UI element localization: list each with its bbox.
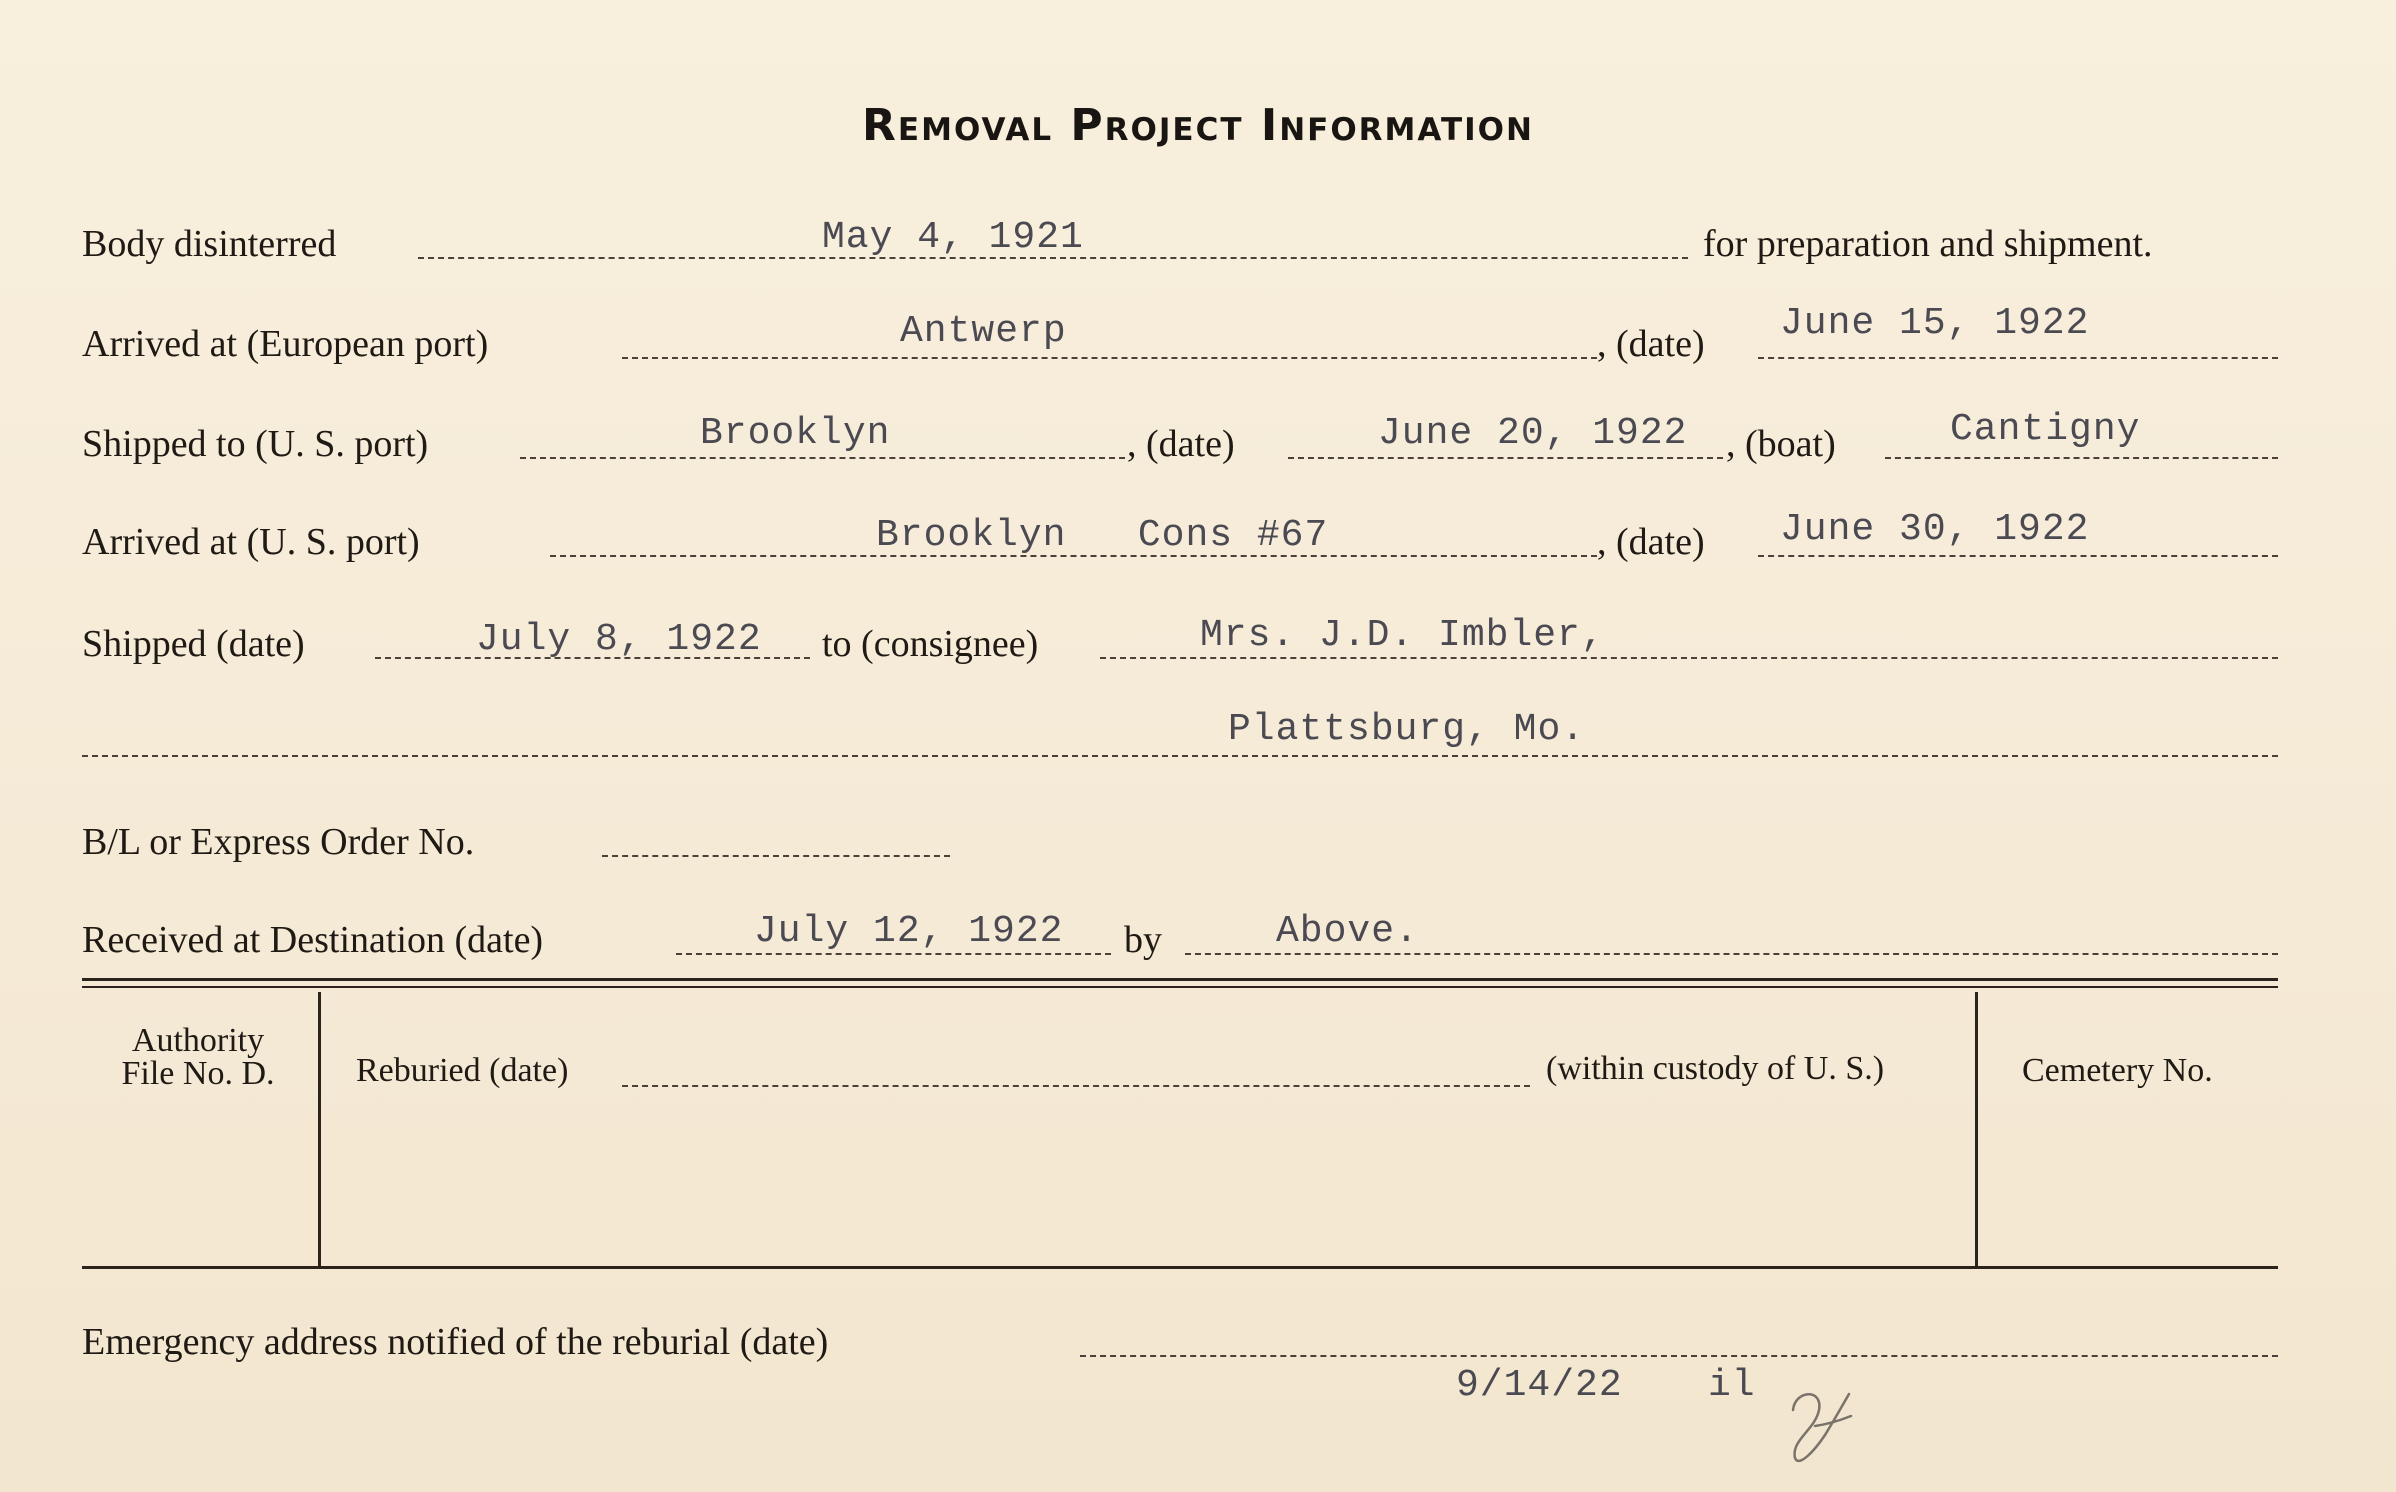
value-boat: Cantigny xyxy=(1950,408,2141,451)
label-date: , (date) xyxy=(1597,323,1705,365)
label-date: , (date) xyxy=(1127,423,1235,465)
value-european-date: June 15, 1922 xyxy=(1780,302,2090,345)
value-received-by: Above. xyxy=(1276,910,1419,953)
label-arrived-us: Arrived at (U. S. port) xyxy=(82,521,420,563)
field-line xyxy=(676,953,1111,955)
field-line xyxy=(1100,657,2278,659)
label-authority: Authority xyxy=(131,1022,265,1059)
label-boat: , (boat) xyxy=(1726,423,1836,465)
value-european-port: Antwerp xyxy=(900,310,1067,353)
field-line xyxy=(82,755,2278,757)
double-rule-bottom xyxy=(82,986,2278,988)
field-line xyxy=(1080,1355,2278,1357)
value-emergency-initials: il xyxy=(1708,1364,1756,1407)
label-by: by xyxy=(1124,919,1162,961)
field-line xyxy=(1758,555,2278,557)
value-consignee-address: Plattsburg, Mo. xyxy=(1228,708,1586,751)
vertical-divider-left xyxy=(318,992,321,1266)
label-to-consignee: to (consignee) xyxy=(822,623,1039,665)
field-line xyxy=(1185,953,2278,955)
handwritten-initial-mark xyxy=(1785,1380,1855,1470)
field-line xyxy=(1758,357,2278,359)
card-title: Removal Project Information xyxy=(862,100,1534,151)
field-line xyxy=(520,457,1125,459)
label-reburied: Reburied (date) xyxy=(356,1052,569,1089)
vertical-divider-right xyxy=(1975,992,1978,1266)
value-shipped-out-date: July 8, 1922 xyxy=(476,618,762,661)
value-emergency-date: 9/14/22 xyxy=(1456,1364,1623,1407)
label-arrived-european: Arrived at (European port) xyxy=(82,323,489,365)
label-file-no: File No. D. xyxy=(121,1055,275,1092)
label-cemetery-no: Cemetery No. xyxy=(2022,1052,2213,1089)
field-line xyxy=(622,1085,1530,1087)
value-received-date: July 12, 1922 xyxy=(754,910,1064,953)
value-us-port-shipped: Brooklyn xyxy=(700,412,891,455)
value-us-port-arrived: Brooklyn Cons #67 xyxy=(876,514,1329,557)
label-body-disinterred: Body disinterred xyxy=(82,223,337,265)
field-line xyxy=(622,357,1597,359)
value-shipped-date: June 20, 1922 xyxy=(1378,412,1688,455)
box-bottom-rule xyxy=(82,1266,2278,1269)
label-within-custody: (within custody of U. S.) xyxy=(1546,1050,1885,1087)
field-line xyxy=(1885,457,2278,459)
value-arrived-date: June 30, 1922 xyxy=(1780,508,2090,551)
label-shipped-us: Shipped to (U. S. port) xyxy=(82,423,429,465)
label-bl-order: B/L or Express Order No. xyxy=(82,821,475,863)
field-line xyxy=(602,855,950,857)
value-disinterred-date: May 4, 1921 xyxy=(822,216,1084,259)
label-received: Received at Destination (date) xyxy=(82,919,544,961)
label-emergency: Emergency address notified of the reburial (date) xyxy=(82,1321,829,1363)
label-for-preparation: for preparation and shipment. xyxy=(1703,223,2153,265)
double-rule-top xyxy=(82,978,2278,981)
label-shipped-date: Shipped (date) xyxy=(82,623,305,665)
field-line xyxy=(1288,457,1723,459)
label-date: , (date) xyxy=(1597,521,1705,563)
value-consignee: Mrs. J.D. Imbler, xyxy=(1200,614,1605,657)
